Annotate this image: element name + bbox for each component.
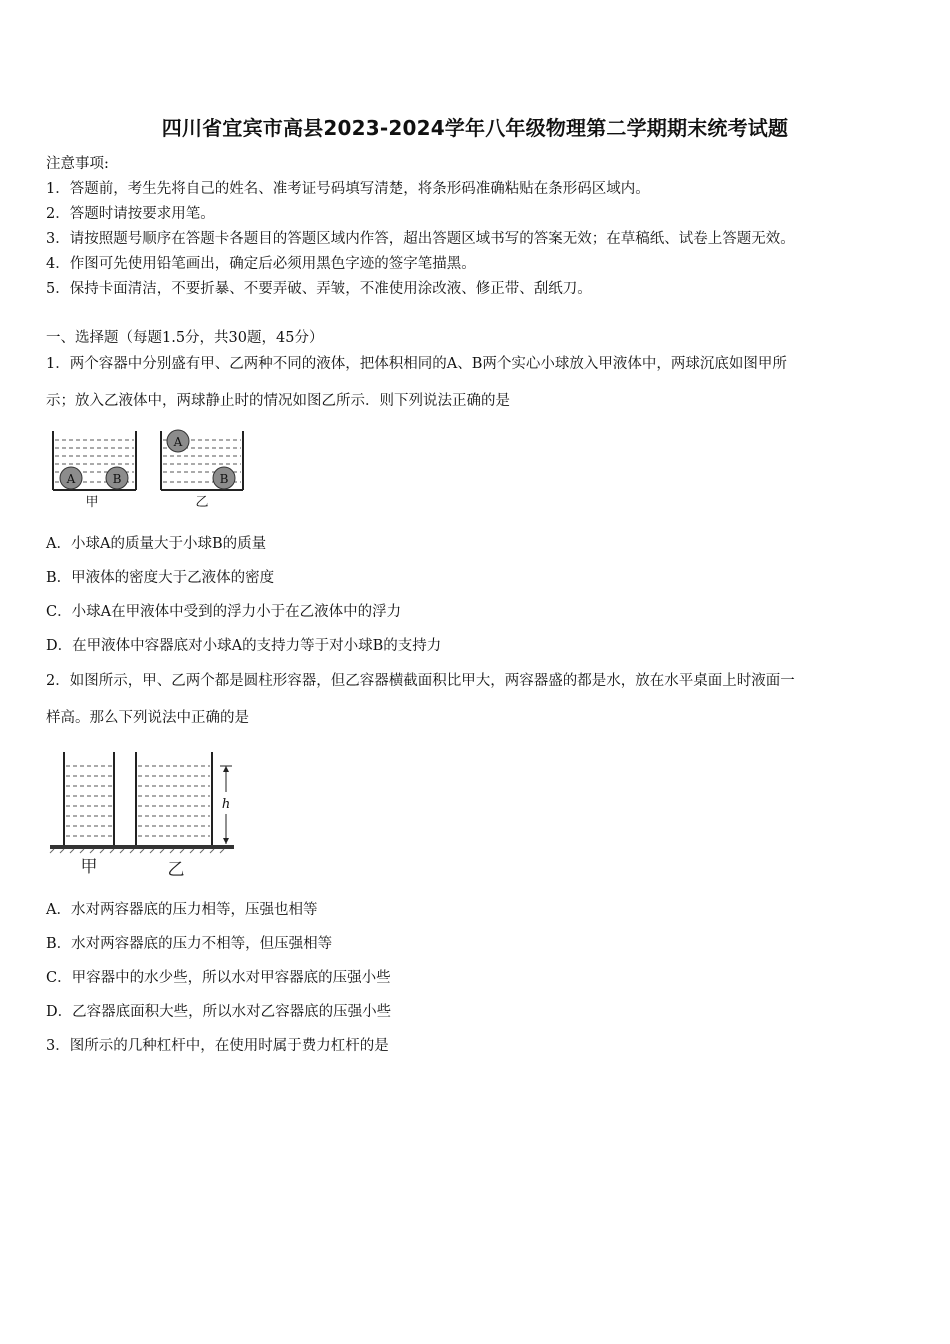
q1-option-d: D．在甲液体中容器底对小球A的支持力等于对小球B的支持力: [46, 638, 442, 654]
q2-option-c: C．甲容器中的水少些，所以水对甲容器底的压强小些: [46, 970, 391, 986]
notice-item-2: 2．答题时请按要求用笔。: [46, 206, 215, 222]
q2-option-d: D．乙容器底面积大些，所以水对乙容器底的压强小些: [46, 1004, 392, 1020]
q2-text-line1: 2．如图所示，甲、乙两个都是圆柱形容器，但乙容器横截面积比甲大，两容器盛的都是水，放在水平桌面上时液面一: [46, 673, 795, 689]
q1-text-line1: 1．两个容器中分别盛有甲、乙两种不同的液体，把体积相同的A、B两个实心小球放入甲液体中，两球沉底如图甲所: [46, 356, 787, 372]
notice-item-4: 4．作图可先使用铅笔画出，确定后必须用黑色字迹的签字笔描黑。: [46, 256, 476, 272]
q2-container-left: [64, 752, 114, 845]
q1-ball-b-left-label: B: [112, 472, 122, 486]
q2-container-right: [136, 752, 212, 845]
q2-height-marker: [220, 766, 232, 844]
page-title: 四川省宜宾市高县2023-2024学年八年级物理第二学期期末统考试题: [161, 116, 789, 140]
q2-option-b: B．水对两容器底的压力不相等，但压强相等: [46, 936, 333, 952]
q1-option-b: B．甲液体的密度大于乙液体的密度: [46, 570, 275, 586]
q1-label-left: 甲: [85, 495, 99, 510]
q2-figure: [48, 748, 238, 880]
q1-figure: [44, 426, 254, 512]
q1-label-right: 乙: [195, 495, 209, 510]
q1-option-c: C．小球A在甲液体中受到的浮力小于在乙液体中的浮力: [46, 604, 402, 620]
q1-container-left: [53, 431, 136, 510]
q2-option-a: A．水对两容器底的压力相等，压强也相等: [46, 902, 318, 918]
q1-ball-a-right-label: A: [173, 435, 183, 449]
notice-heading: 注意事项:: [46, 156, 109, 172]
q2-label-right: 乙: [167, 860, 185, 880]
q1-ball-a-left-label: A: [66, 472, 76, 486]
q1-text-line2: 示；放入乙液体中，两球静止时的情况如图乙所示．则下列说法正确的是: [46, 393, 510, 409]
q2-label-left: 甲: [80, 857, 98, 877]
q3-text-line1: 3．图所示的几种杠杆中，在使用时属于费力杠杆的是: [46, 1038, 389, 1054]
q1-container-right: [161, 430, 243, 510]
q2-table-surface: [50, 845, 234, 853]
q2-height-label: h: [221, 797, 231, 812]
q2-text-line2: 样高。那么下列说法中正确的是: [46, 710, 249, 726]
notice-item-1: 1．答题前，考生先将自己的姓名、准考证号码填写清楚，将条形码准确粘贴在条形码区域内。: [46, 181, 650, 197]
section-heading: 一、选择题（每题1.5分，共30题，45分）: [46, 330, 324, 346]
notice-item-5: 5．保持卡面清洁，不要折暴、不要弄破、弄皱，不准使用涂改液、修正带、刮纸刀。: [46, 281, 592, 297]
q1-ball-b-right-label: B: [219, 472, 229, 486]
q1-option-a: A．小球A的质量大于小球B的质量: [46, 536, 267, 552]
notice-item-3: 3．请按照题号顺序在答题卡各题目的答题区域内作答，超出答题区域书写的答案无效；在草稿纸、试卷上答题无效。: [46, 231, 795, 247]
